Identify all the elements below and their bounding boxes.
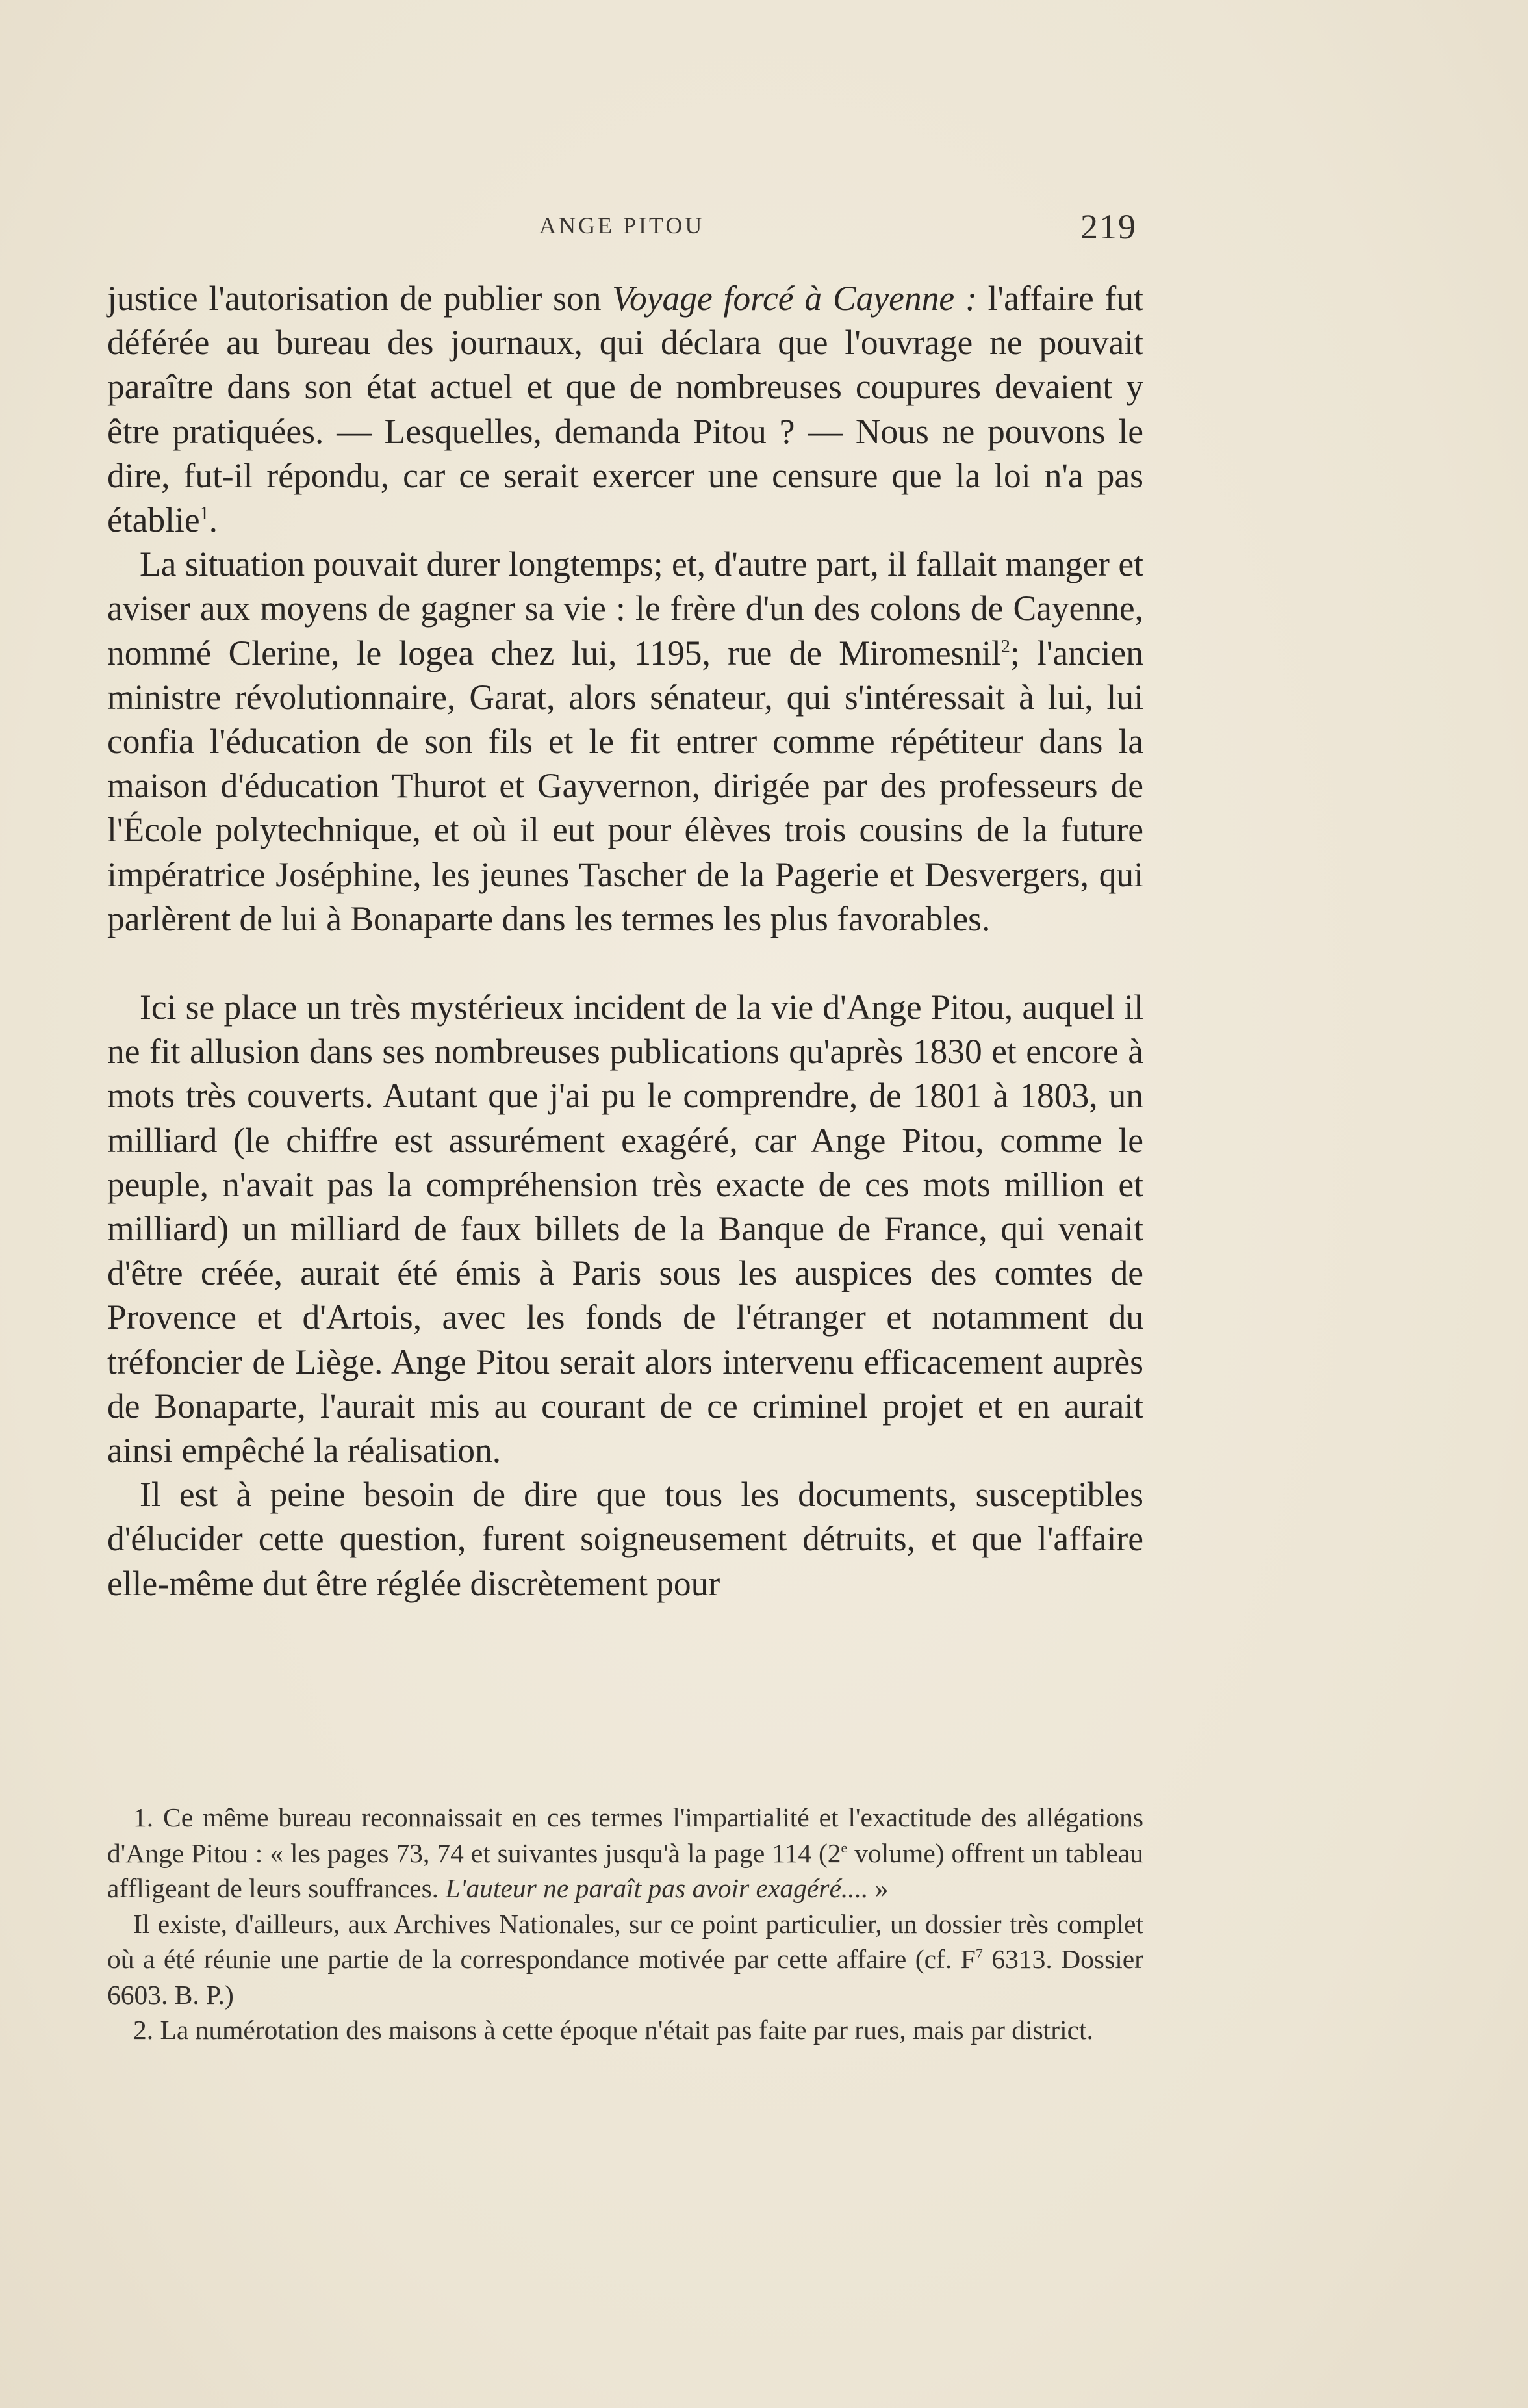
- footnote-1-text-a: 1. Ce même bureau reconnaissait en ces termes l'impartialité et l'exactitude des allégations d'Ange Pitou : « les pages 73, 74 et suivantes jusqu'à la page 114 (2: [107, 1802, 1143, 1868]
- footnote-1-text-b: volume) offrent un tableau affligeant de leurs souffrances.: [107, 1838, 1143, 1903]
- footnote-ref-1: 1: [199, 504, 209, 524]
- footnote-2: 2. La numérotation des maisons à cette époque n'était pas faite par rues, mais par district.: [133, 2015, 1093, 2045]
- footnote-1-sup: e: [841, 1839, 848, 1856]
- paragraph-3: Ici se place un très mystérieux incident de la vie d'Ange Pitou, auquel il ne fit allusion dans ses nombreuses publications qu'après 1830 et encore à mots très couverts. Autant que j'ai pu le comprendre, de 1801 à 1803, un milliard (le chiffre est assurément exagéré, car Ange Pitou, comme le peuple, n'avait pas la compréhension très exacte de ces mots million et milliard) un milliard de faux billets de la Banque de France, qui venait d'être créée, aurait été émis à Paris sous les auspices des comtes de Provence et d'Artois, avec les fonds de l'étranger et notamment du tréfoncier de Liège. Ange Pitou serait alors intervenu efficacement auprès de Bonaparte, l'aurait mis au courant de ce criminel projet et en aurait ainsi empêché la réalisation.: [107, 988, 1143, 1470]
- paragraph-1: [107, 276, 1143, 542]
- paragraph-1-text-b: l'affaire fut déférée au bureau des journaux, qui déclara que l'ouvrage ne pouvait paraître dans son état actuel et que de nombreuses coupures devaient y être pratiquées. — Lesquelles, demanda Pitou ? — Nous ne pouvons le dire, fut-il répondu, car ce serait exercer une censure que la loi n'a pas établie: [107, 279, 1143, 540]
- paragraph-2-text-b: ; l'ancien ministre révolutionnaire, Garat, alors sénateur, qui s'intéressait à lui, lui confia l'éducation de son fils et le fit entrer comme répétiteur dans la maison d'éducation Thurot et Gayvernon, dirigée par des professeurs de l'École polytechnique, et où il eut pour élèves trois cousins de la future impératrice Joséphine, les jeunes Tascher de la Pagerie et Desvergers, qui parlèrent de lui à Bonaparte dans les termes les plus favorables.: [107, 633, 1143, 938]
- paragraph-4: Il est à peine besoin de dire que tous les documents, susceptibles d'élucider cette question, furent soigneusement détruits, et que l'affaire elle-même dut être réglée discrètement pour: [107, 1475, 1143, 1603]
- footnote-1-continued: [107, 1906, 1143, 2013]
- footnote-1-text-c: »: [868, 1873, 889, 1903]
- footnote-1-quote: L'auteur ne paraît pas avoir exagéré....: [445, 1873, 869, 1903]
- paragraph-2: [107, 542, 1143, 941]
- paragraph-2-text-a: La situation pouvait durer longtemps; et, d'autre part, il fallait manger et aviser aux moyens de gagner sa vie : le frère d'un des colons de Cayenne, nommé Clerine, le logea chez lui, 1195, rue de Miromesnil: [107, 544, 1143, 672]
- paragraph-1-end: .: [209, 500, 218, 540]
- footnote-1-continued-sup: 7: [975, 1945, 983, 1962]
- footnote-ref-2: 2: [1000, 636, 1010, 657]
- book-title: Voyage forcé à Cayenne :: [612, 279, 977, 318]
- footnotes: [107, 1800, 1143, 2048]
- paragraph-1-text-a: justice l'autorisation de publier son: [107, 279, 613, 318]
- footnote-1: [107, 1800, 1143, 1906]
- footnote-1-continued-text-b: 6313. Dossier 6603. B. P.): [107, 1944, 1143, 2010]
- footnote-1-continued-text-a: Il existe, d'ailleurs, aux Archives Nationales, sur ce point particulier, un dossier très complet où a été réunie une partie de la correspondance motivée par cette affaire (cf. F: [107, 1908, 1143, 1974]
- running-head: ANGE PITOU: [539, 212, 705, 238]
- body-text: [107, 276, 1143, 1606]
- page-number: 219: [1080, 207, 1137, 246]
- page-header: [107, 207, 1143, 252]
